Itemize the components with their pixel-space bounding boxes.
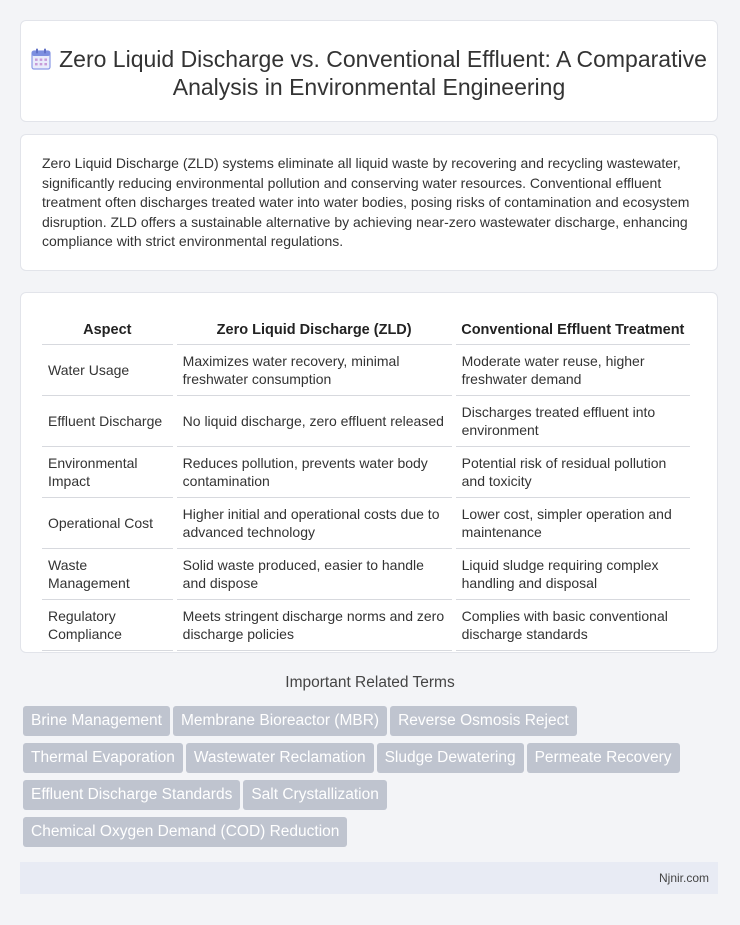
row-zld: Solid waste produced, easier to handle and dispose [177, 549, 452, 600]
tag-reverse-osmosis-reject[interactable]: Reverse Osmosis Reject [390, 706, 577, 736]
comparison-table [38, 312, 694, 651]
tag-sludge-dewatering[interactable]: Sludge Dewatering [377, 743, 524, 773]
tag-wastewater-reclamation[interactable]: Wastewater Reclamation [186, 743, 374, 773]
intro-card [20, 134, 718, 271]
footer-site-link[interactable]: Njnir.com [658, 871, 709, 885]
row-aspect: Environmental Impact [42, 447, 173, 498]
header-zld: Zero Liquid Discharge (ZLD) [177, 312, 452, 345]
table-row [42, 498, 690, 549]
row-zld: Reduces pollution, prevents water body contamination [177, 447, 452, 498]
header-conventional: Conventional Effluent Treatment [456, 312, 690, 345]
tag-cod-reduction[interactable]: Chemical Oxygen Demand (COD) Reduction [23, 817, 347, 847]
tag-brine-management[interactable]: Brine Management [23, 706, 170, 736]
header-aspect: Aspect [42, 312, 173, 345]
row-aspect: Effluent Discharge [42, 396, 173, 447]
row-conventional: Discharges treated effluent into environment [456, 396, 690, 447]
table-row [42, 396, 690, 447]
tag-membrane-bioreactor[interactable]: Membrane Bioreactor (MBR) [173, 706, 387, 736]
row-conventional: Complies with basic conventional discharge standards [456, 600, 690, 651]
table-row [42, 345, 690, 396]
table-row [42, 447, 690, 498]
related-terms-title: Important Related Terms [285, 674, 455, 691]
row-aspect: Operational Cost [42, 498, 173, 549]
comparison-table-card [20, 292, 718, 653]
row-conventional: Moderate water reuse, higher freshwater demand [456, 345, 690, 396]
footer [20, 862, 718, 894]
tag-permeate-recovery[interactable]: Permeate Recovery [527, 743, 680, 773]
page-title: Zero Liquid Discharge vs. Conventional Effluent: A Comparative Analysis in Environmental Engineering [59, 46, 707, 100]
title-card [20, 20, 718, 122]
row-aspect: Regulatory Compliance [42, 600, 173, 651]
related-terms-tags [23, 706, 723, 854]
row-aspect: Waste Management [42, 549, 173, 600]
row-conventional: Lower cost, simpler operation and maintenance [456, 498, 690, 549]
row-conventional: Potential risk of residual pollution and toxicity [456, 447, 690, 498]
row-zld: Higher initial and operational costs due to advanced technology [177, 498, 452, 549]
table-row [42, 549, 690, 600]
tag-effluent-discharge-standards[interactable]: Effluent Discharge Standards [23, 780, 240, 810]
calendar-icon [31, 48, 51, 70]
table-header-row [42, 312, 690, 345]
page-title-wrap [21, 45, 717, 101]
row-conventional: Liquid sludge requiring complex handling and disposal [456, 549, 690, 600]
row-zld: Meets stringent discharge norms and zero discharge policies [177, 600, 452, 651]
row-aspect: Water Usage [42, 345, 173, 396]
tag-salt-crystallization[interactable]: Salt Crystallization [243, 780, 387, 810]
intro-text: Zero Liquid Discharge (ZLD) systems eliminate all liquid waste by recovering and recycling wastewater, significantly reducing environmental pollution and conserving water resources. Conventional effluent treatment often discharges treated water into water bodies, posing risks of contamination and ecosystem disruption. ZLD offers a sustainable alternative by achieving near-zero wastewater discharge, enhancing compliance with strict environmental regulations. [42, 155, 690, 249]
tag-thermal-evaporation[interactable]: Thermal Evaporation [23, 743, 183, 773]
row-zld: No liquid discharge, zero effluent released [177, 396, 452, 447]
table-row [42, 600, 690, 651]
row-zld: Maximizes water recovery, minimal freshwater consumption [177, 345, 452, 396]
